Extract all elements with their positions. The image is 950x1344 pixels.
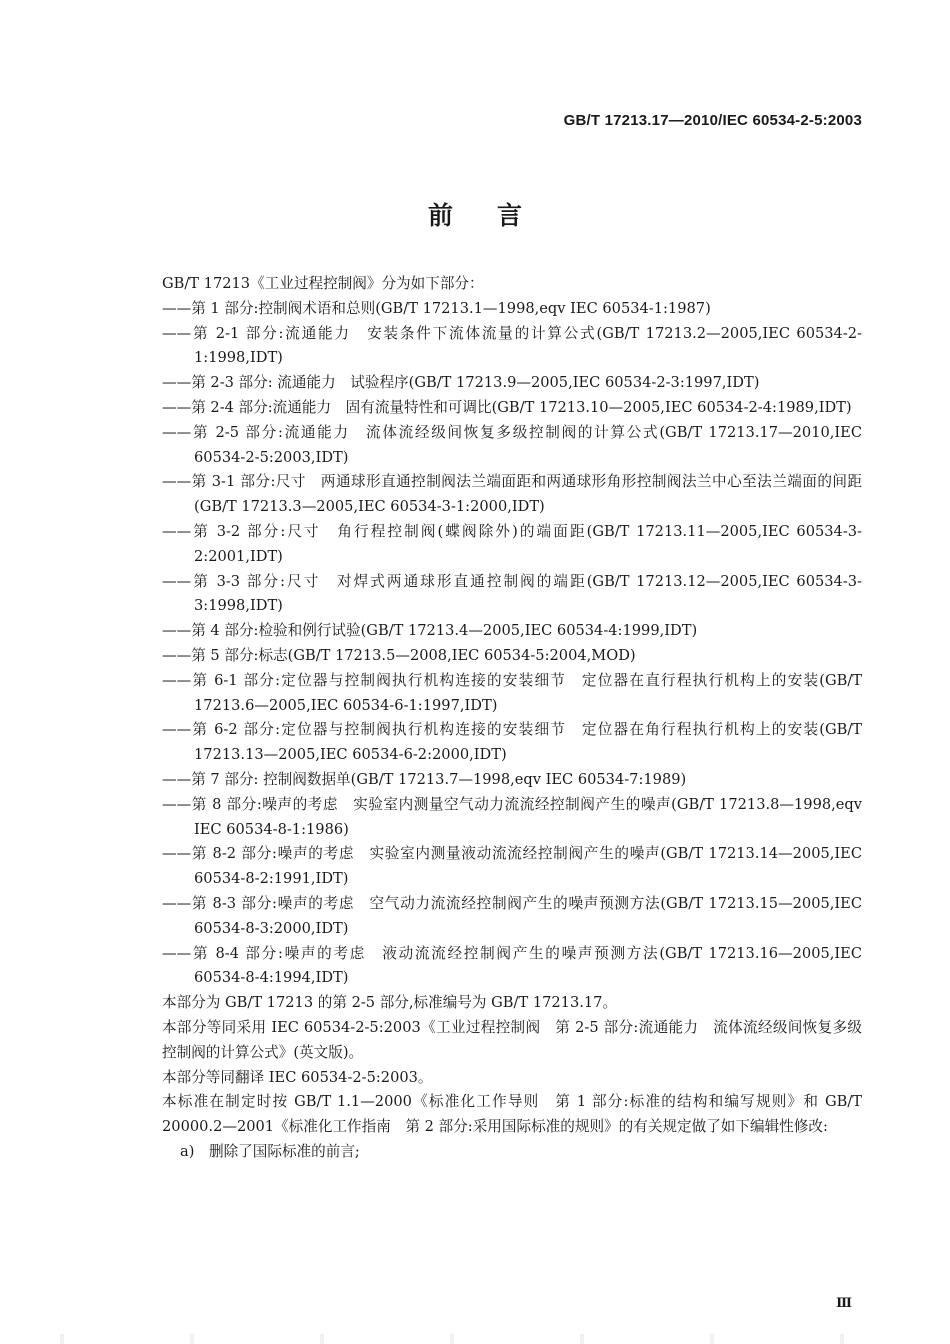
page-number: Ⅲ: [836, 1296, 852, 1311]
part-item: ——第 8-3 部分:噪声的考虑 空气动力流流经控制阀产生的噪声预测方法(GB/T 17213.15—2005,IEC 60534-8-3:2000,IDT): [162, 894, 862, 937]
part-item: ——第 2-1 部分:流通能力 安装条件下流体流量的计算公式(GB/T 17213.2—2005,IEC 60534-2-1:1998,IDT): [162, 324, 862, 367]
parts-list: [162, 297, 862, 991]
page-title: 前言: [427, 201, 566, 230]
part-item: ——第 5 部分:标志(GB/T 17213.5—2008,IEC 60534-5:2004,MOD): [162, 646, 636, 664]
part-item: ——第 3-2 部分:尺寸 角行程控制阀(蝶阀除外)的端面距(GB/T 17213.11—2005,IEC 60534-3-2:2001,IDT): [162, 522, 862, 565]
part-item: ——第 2-3 部分: 流通能力 试验程序(GB/T 17213.9—2005,IEC 60534-2-3:1997,IDT): [162, 374, 760, 392]
body-paragraph: 本部分等同采用 IEC 60534-2-5:2003《工业过程控制阀 第 2-5 部分:流通能力 流体流经级间恢复多级控制阀的计算公式》(英文版)。: [162, 1018, 862, 1061]
part-item: ——第 2-4 部分:流通能力 固有流量特性和可调比(GB/T 17213.10—2005,IEC 60534-2-4:1989,IDT): [162, 398, 852, 416]
scan-edge-decoration: [0, 1334, 950, 1344]
part-item: ——第 8 部分:噪声的考虑 实验室内测量空气动力流流经控制阀产生的噪声(GB/T 17213.8—1998,eqv IEC 60534-8-1:1986): [162, 795, 862, 838]
body-paragraph: 本部分等同翻译 IEC 60534-2-5:2003。: [162, 1068, 433, 1086]
part-item: ——第 8-2 部分:噪声的考虑 实验室内测量液动流流经控制阀产生的噪声(GB/T 17213.14—2005,IEC 60534-8-2:1991,IDT): [162, 845, 862, 888]
part-item: ——第 2-5 部分:流通能力 流体流经级间恢复多级控制阀的计算公式(GB/T 17213.17—2010,IEC 60534-2-5:2003,IDT): [162, 423, 862, 466]
part-item: ——第 3-3 部分:尺寸 对焊式两通球形直通控制阀的端距(GB/T 17213.12—2005,IEC 60534-3-3:1998,IDT): [162, 572, 862, 615]
body-paragraph: 本标准在制定时按 GB/T 1.1—2000《标准化工作导则 第 1 部分:标准的结构和编写规则》和 GB/T 20000.2—2001《标准化工作指南 第 2 部分:采用国际标准的规则》的有关规定做了如下编辑性修改:: [162, 1093, 862, 1136]
part-item: ——第 1 部分:控制阀术语和总则(GB/T 17213.1—1998,eqv IEC 60534-1:1987): [162, 299, 711, 317]
part-item: ——第 6-2 部分:定位器与控制阀执行机构连接的安装细节 定位器在角行程执行机构上的安装(GB/T 17213.13—2005,IEC 60534-6-2:2000,IDT): [162, 721, 862, 764]
preface-body: [162, 272, 862, 1165]
part-item: ——第 6-1 部分:定位器与控制阀执行机构连接的安装细节 定位器在直行程执行机构上的安装(GB/T 17213.6—2005,IEC 60534-6-1:1997,IDT): [162, 671, 862, 714]
part-item: ——第 4 部分:检验和例行试验(GB/T 17213.4—2005,IEC 60534-4:1999,IDT): [162, 622, 698, 640]
intro-paragraph: GB/T 17213《工业过程控制阀》分为如下部分：: [162, 275, 484, 292]
part-item: ——第 8-4 部分:噪声的考虑 液动流流经控制阀产生的噪声预测方法(GB/T 17213.16—2005,IEC 60534-8-4:1994,IDT): [162, 944, 862, 987]
standard-code-header: GB/T 17213.17—2010/IEC 60534-2-5:2003: [563, 112, 862, 129]
part-item: ——第 3-1 部分:尺寸 两通球形直通控制阀法兰端面距和两通球形角形控制阀法兰中心至法兰端面的间距(GB/T 17213.3—2005,IEC 60534-3-1:2000,IDT): [162, 473, 862, 516]
part-item: ——第 7 部分: 控制阀数据单(GB/T 17213.7—1998,eqv IEC 60534-7:1989): [162, 770, 687, 788]
edit-item: a) 删除了国际标准的前言;: [180, 1142, 360, 1160]
body-paragraph: 本部分为 GB/T 17213 的第 2-5 部分,标准编号为 GB/T 17213.17。: [162, 994, 618, 1012]
